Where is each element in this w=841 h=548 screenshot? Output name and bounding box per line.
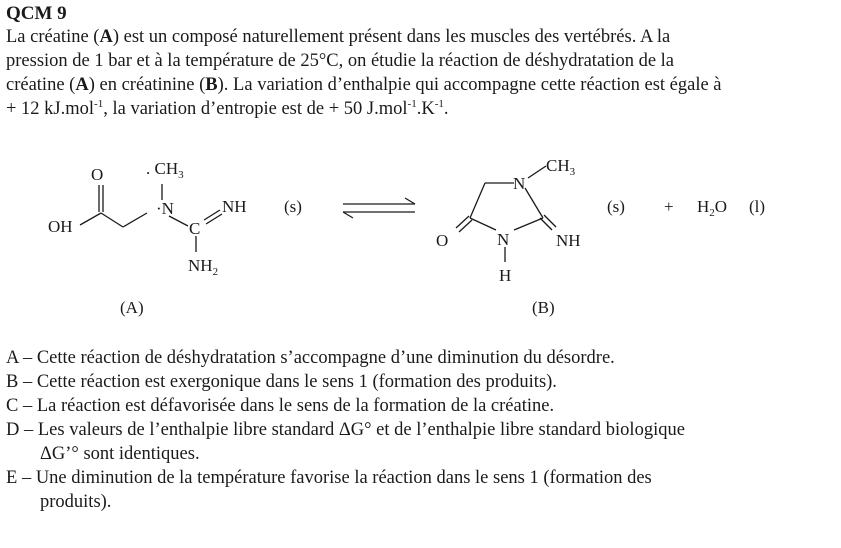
amine-group: $NH_2$ <box>188 256 219 278</box>
bond <box>470 218 496 230</box>
compound-b-ref: B <box>205 75 218 95</box>
option-letter: D <box>6 420 20 440</box>
reaction-scheme <box>0 150 841 330</box>
hydrogen-atom: H <box>499 266 512 285</box>
state-solid: (s) <box>284 197 302 216</box>
bond <box>204 210 220 220</box>
water-formula: $H_2O$ <box>697 197 728 219</box>
methyl-group: . $CH_3$ <box>146 159 184 181</box>
option-text: – Cette réaction est exergonique dans le sens 1 (formation des produits). <box>22 372 557 392</box>
option-e <box>6 466 836 514</box>
ring-nitrogen: N <box>497 230 510 249</box>
bond <box>206 214 222 224</box>
equilibrium-arrow-icon <box>343 198 415 218</box>
option-text: – La réaction est défavorisée dans le sens de la formation de la créatine. <box>22 396 555 416</box>
compound-b-label: (B) <box>532 298 555 317</box>
exponent: -1 <box>434 97 444 110</box>
enthalpy-value: + 12 kJ.mol <box>6 99 95 119</box>
statement-line-4 <box>6 97 841 121</box>
bond <box>514 218 543 230</box>
statement-text: créatine ( <box>6 75 76 95</box>
bond <box>525 188 543 218</box>
entropy-value: , la variation d’entropie est de + 50 J.mol <box>103 99 408 119</box>
oxygen-atom: O <box>91 165 104 184</box>
answer-options <box>6 346 836 514</box>
bond <box>540 218 552 230</box>
compound-a-ref: A <box>99 27 113 47</box>
option-text: – Une diminution de la température favorise la réaction dans le sens 1 (formation des <box>21 468 652 488</box>
compound-a-ref: A <box>75 75 89 95</box>
statement-text: ). La variation d’enthalpie qui accompagne cette réaction est égale à <box>217 75 722 95</box>
creatine-structure <box>80 184 222 252</box>
statement-line-2: pression de 1 bar et à la température de 25°C, on étudie la réaction de déshydratation de la <box>6 51 675 71</box>
bond <box>544 215 556 227</box>
exponent: -1 <box>407 97 417 110</box>
option-text-continued: ΔG’° sont identiques. <box>40 444 200 464</box>
bond <box>80 213 101 225</box>
statement-text: . <box>443 99 449 119</box>
option-b <box>6 370 836 394</box>
nitrogen-atom: ·N <box>156 199 174 218</box>
bond <box>101 213 123 227</box>
statement-text: ) est un composé naturellement présent dans les muscles des vertébrés. A la <box>112 27 671 47</box>
option-letter: B <box>6 372 19 392</box>
option-letter: E <box>6 468 18 488</box>
state-liquid: (l) <box>749 197 766 216</box>
statement-line-3 <box>6 73 841 97</box>
bond <box>123 213 147 227</box>
question-title: QCM 9 <box>6 3 67 24</box>
option-c <box>6 394 836 418</box>
option-a <box>6 346 836 370</box>
methyl-group: $CH_3$ <box>546 156 576 178</box>
statement-text: ) en créatinine ( <box>88 75 206 95</box>
bond <box>528 166 546 178</box>
state-solid: (s) <box>607 197 625 216</box>
carbonyl-oxygen: O <box>436 231 449 250</box>
exponent: -1 <box>94 97 104 110</box>
plus-sign: + <box>664 197 674 216</box>
statement-text: La créatine ( <box>6 27 100 47</box>
bond <box>470 183 485 218</box>
ring-nitrogen: N <box>513 174 526 193</box>
option-text-continued: produits). <box>40 492 112 512</box>
option-text: – Cette réaction de déshydratation s’accompagne d’une diminution du désordre. <box>22 348 615 368</box>
bond <box>456 216 469 228</box>
statement-line-1 <box>6 25 841 49</box>
compound-a-label: (A) <box>120 298 144 317</box>
imine-group: NH <box>556 231 581 250</box>
imine-group: NH <box>222 197 247 216</box>
option-text: – Les valeurs de l’enthalpie libre standard ΔG° et de l’enthalpie libre standard biologique <box>24 420 685 440</box>
option-d <box>6 418 836 466</box>
carbon-atom: C <box>189 219 201 238</box>
option-letter: C <box>6 396 19 416</box>
bond <box>459 220 472 232</box>
hydroxyl-group: OH <box>48 217 73 236</box>
question-statement <box>6 25 841 121</box>
option-letter: A <box>6 348 19 368</box>
unit-text: .K <box>416 99 435 119</box>
